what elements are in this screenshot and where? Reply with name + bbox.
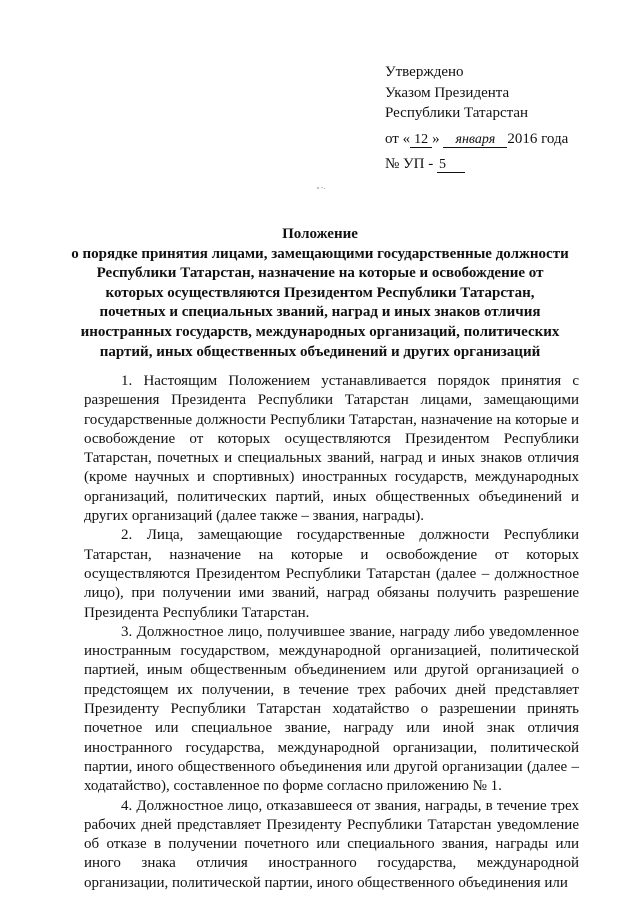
document-body xyxy=(84,372,579,893)
scan-speck-icon xyxy=(316,186,326,190)
title-line: Положение xyxy=(282,226,358,242)
approval-number xyxy=(385,154,625,175)
date-prefix: от « xyxy=(385,130,411,147)
title-line: которых осуществляются Президентом Республики Татарстан, xyxy=(105,284,535,301)
paragraph-3: 3. Должностное лицо, получившее звание, награду либо уведомленное иностранным государством, международной организацией, политической партией, иным общественным объединением или другой организацией о предстоящем их получении, в течение трех рабочих дней представляет Президенту Республики Татарстан ходатайство о разрешении принять почетное или специальное звание, награду или иной знак отличия иностранного государства, международной организации, политической партии, иного общественного объединения или другой организации (далее – ходатайство), составленное по форме согласно приложению № 1. xyxy=(84,623,579,795)
date-mid: » xyxy=(432,130,440,147)
date-year: 2016 года xyxy=(507,130,569,147)
paragraph-4: 4. Должностное лицо, отказавшееся от звания, награды, в течение трех рабочих дней представляет Президенту Республики Татарстан уведомление об отказе в получении почетного или специального звания, награды или иного знака отличия иностранного государства, международной организации, политической партии, иного общественного объединения или xyxy=(84,797,579,891)
date-day-field: 12 xyxy=(410,133,432,148)
number-prefix: № УП - xyxy=(385,156,434,172)
approval-line-approved: Утверждено xyxy=(385,64,464,80)
paragraph-1: 1. Настоящим Положением устанавливается порядок принятия с разрешения Президента Республики Татарстан лицами, замещающими государственные должности Республики Татарстан, назначение на которые и освобождение от которых осуществляются Президентом Республики Татарстан, почетных и специальных званий, наград и иных знаков отличия (кроме научных и спортивных) иностранных государств, международных организаций, политических партий, иных общественных объединений и других организаций (далее также – звания, награды). xyxy=(84,373,579,525)
approval-block xyxy=(385,62,625,175)
title-line: почетных и специальных званий, наград и иных знаков отличия xyxy=(99,304,541,321)
title-line: о порядке принятия лицами, замещающими государственные должности xyxy=(71,245,569,262)
date-month-field: января xyxy=(443,133,507,148)
approval-line-decree: Указом Президента xyxy=(385,84,510,101)
paragraph-2: 2. Лица, замещающие государственные должности Республики Татарстан, назначение на которые и освобождение от которых осуществляются Президентом Республики Татарстан (далее – должностное лицо), при получении ими званий, наград обязаны получить разрешение Президента Республики Татарстан. xyxy=(84,527,579,621)
number-value-field: 5 xyxy=(437,158,465,173)
title-line: Республики Татарстан, назначение на которые и освобождение от xyxy=(96,265,544,282)
approval-line-republic: Республики Татарстан xyxy=(385,105,529,121)
title-line: партий, иных общественных объединений и других организаций xyxy=(99,343,541,360)
title-line: иностранных государств, международных организаций, политических xyxy=(80,323,560,340)
approval-date xyxy=(385,129,625,150)
document-title xyxy=(50,225,590,362)
